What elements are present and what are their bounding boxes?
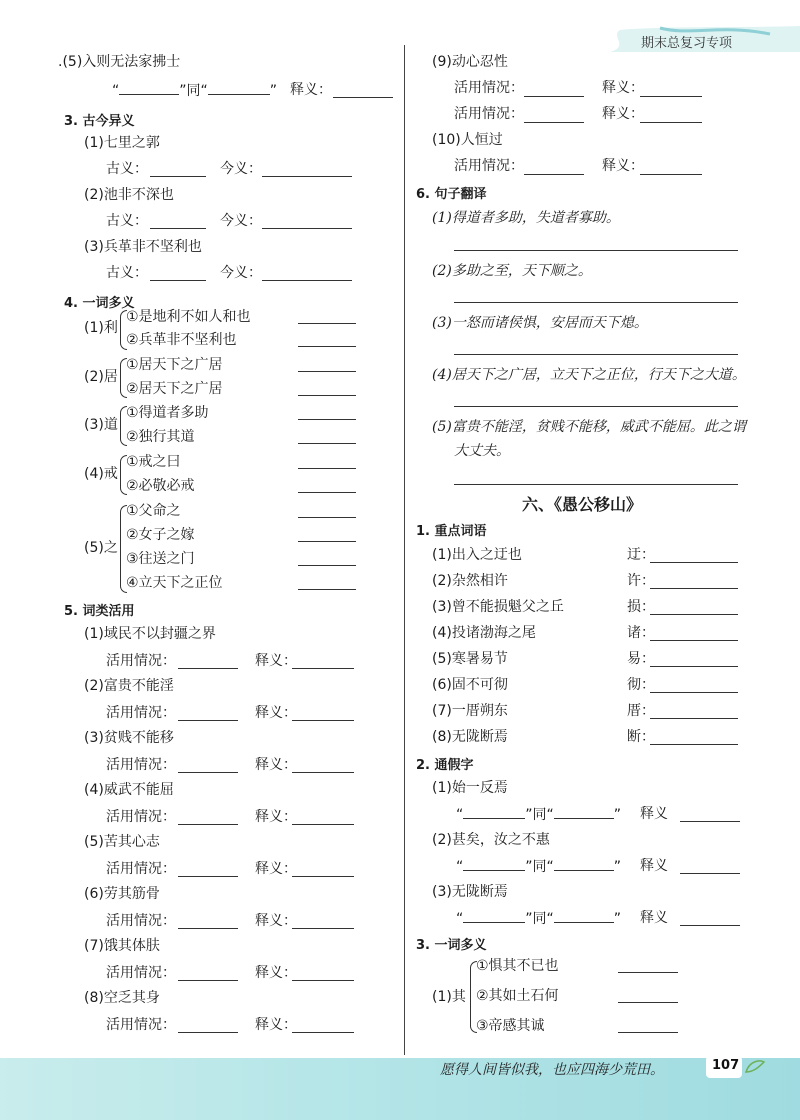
section-heading: 5. 词类活用 (64, 604, 135, 619)
answer-line[interactable] (298, 565, 356, 566)
item-label: (3)无陇断焉 (432, 884, 508, 900)
meaning-label: 释义： (255, 757, 297, 773)
polysemy-item: ①居天下之广居 (126, 357, 223, 373)
item-label: (3)兵革非不坚利也 (84, 239, 202, 255)
item-label: (7)一厝朔东 (432, 703, 508, 719)
polysemy-item: ④立天下之正位 (126, 575, 223, 591)
answer-line[interactable] (292, 772, 354, 773)
answer-line[interactable] (650, 614, 738, 615)
usage-label: 活用情况： (106, 913, 176, 929)
usage-label: 活用情况： (454, 158, 524, 174)
polysemy-char: (3)道 (84, 417, 118, 433)
item-label: (1)出入之迂也 (432, 547, 522, 563)
item-label: (7)饿其体肤 (84, 938, 160, 954)
item-label: (1)七里之郭 (84, 135, 160, 151)
answer-line[interactable] (298, 443, 356, 444)
item-label: (10)人恒过 (432, 132, 503, 148)
meaning-label: 释义 (640, 806, 668, 822)
section-heading: 6. 句子翻译 (416, 187, 487, 202)
polysemy-item: ①得道者多助 (126, 405, 209, 421)
fill-row: “ ”同“ ” (456, 804, 621, 825)
answer-line[interactable] (680, 925, 740, 926)
footer-motto: 愿得人间皆似我，也应四海少荒田。 (440, 1062, 664, 1078)
key-char: 易： (627, 651, 655, 667)
item-label: (1)域民不以封疆之界 (84, 626, 216, 642)
item-label: (2)杂然相许 (432, 573, 508, 589)
answer-line[interactable] (298, 371, 356, 372)
translation-sentence: (5)富贵不能淫，贫贱不能移，威武不能屈。此之谓 (432, 419, 746, 435)
usage-label: 活用情况： (106, 965, 176, 981)
meaning-label: 释义： (602, 158, 644, 174)
leaf-icon (744, 1058, 766, 1076)
item-label: (5)苦其心志 (84, 834, 160, 850)
answer-line[interactable] (640, 174, 702, 175)
polysemy-char: (1)其 (432, 989, 466, 1005)
key-char: 损： (627, 599, 655, 615)
answer-line[interactable] (262, 228, 352, 229)
item-label: (9)动心忍性 (432, 54, 508, 70)
item-label: .(5)入则无法家拂士 (58, 54, 181, 70)
column-divider (404, 45, 405, 1055)
answer-line[interactable] (640, 122, 702, 123)
answer-line[interactable] (618, 1032, 678, 1033)
item-label: (6)劳其筋骨 (84, 886, 160, 902)
answer-line[interactable] (454, 302, 738, 303)
section-heading: 2. 通假字 (416, 758, 474, 773)
item-label: (6)固不可彻 (432, 677, 508, 693)
answer-line[interactable] (150, 228, 206, 229)
answer-line[interactable] (650, 692, 738, 693)
meaning-label: 释义： (255, 705, 297, 721)
key-char: 诸： (627, 625, 655, 641)
answer-line[interactable] (178, 876, 238, 877)
answer-line[interactable] (454, 250, 738, 251)
answer-line[interactable] (298, 492, 356, 493)
polysemy-item: ③往送之门 (126, 551, 195, 567)
polysemy-item: ②女子之嫁 (126, 527, 195, 543)
item-label: (3)曾不能损魁父之丘 (432, 599, 564, 615)
section-heading: 3. 古今异义 (64, 114, 135, 129)
answer-line[interactable] (640, 96, 702, 97)
answer-line[interactable] (292, 1032, 354, 1033)
answer-line[interactable] (650, 588, 738, 589)
polysemy-item: ①戒之曰 (126, 454, 181, 470)
key-char: 彻： (627, 677, 655, 693)
polysemy-item: ②独行其道 (126, 429, 195, 445)
usage-label: 活用情况： (106, 861, 176, 877)
translation-sentence-cont: 大丈夫。 (454, 443, 510, 459)
usage-label: 活用情况： (106, 809, 176, 825)
modern-label: 今义： (220, 161, 262, 177)
item-label: (3)贫贱不能移 (84, 730, 174, 746)
answer-line[interactable] (298, 346, 356, 347)
usage-label: 活用情况： (106, 705, 176, 721)
section-title: 六、《愚公移山》 (522, 495, 643, 514)
item-label: (1)始一反焉 (432, 780, 508, 796)
ancient-label: 古义： (106, 161, 148, 177)
item-label: (2)富贵不能淫 (84, 678, 174, 694)
meaning-label: 释义： (255, 965, 297, 981)
answer-line[interactable] (680, 821, 740, 822)
translation-sentence: (2)多助之至，天下顺之。 (432, 263, 592, 279)
polysemy-item: ①父命之 (126, 503, 181, 519)
answer-line[interactable] (454, 406, 738, 407)
fill-row: “ ”同“ ” (112, 80, 277, 101)
meaning-label: 释义： (255, 809, 297, 825)
answer-line[interactable] (618, 972, 678, 973)
answer-line[interactable] (650, 666, 738, 667)
key-char: 迂： (627, 547, 655, 563)
section-heading: 1. 重点词语 (416, 524, 487, 539)
item-label: (4)威武不能屈 (84, 782, 174, 798)
polysemy-item: ①惧其不已也 (476, 958, 559, 974)
polysemy-item: ②兵革非不坚利也 (126, 332, 237, 348)
usage-label: 活用情况： (106, 1017, 176, 1033)
modern-label: 今义： (220, 213, 262, 229)
usage-label: 活用情况： (454, 80, 524, 96)
translation-sentence: (3)一怒而诸侯惧，安居而天下熄。 (432, 315, 648, 331)
answer-line[interactable] (178, 772, 238, 773)
translation-sentence: (4)居天下之广居，立天下之正位，行天下之大道。 (432, 367, 746, 383)
key-char: 许： (627, 573, 655, 589)
answer-line[interactable] (298, 395, 356, 396)
translation-sentence: (1)得道者多助，失道者寡助。 (432, 210, 620, 226)
usage-label: 活用情况： (454, 106, 524, 122)
polysemy-char: (5)之 (84, 540, 118, 556)
answer-line[interactable] (262, 280, 352, 281)
item-label: (2)池非不深也 (84, 187, 174, 203)
key-char: 厝： (627, 703, 655, 719)
answer-line[interactable] (292, 668, 354, 669)
item-label: (8)空乏其身 (84, 990, 160, 1006)
usage-label: 活用情况： (106, 757, 176, 773)
answer-line[interactable] (298, 419, 356, 420)
key-char: 断： (627, 729, 655, 745)
answer-line[interactable] (292, 928, 354, 929)
fill-row: “ ”同“ ” (456, 856, 621, 877)
meaning-label: 释义： (255, 653, 297, 669)
answer-line[interactable] (292, 980, 354, 981)
meaning-label: 释义： (255, 913, 297, 929)
answer-line[interactable] (262, 176, 352, 177)
ancient-label: 古义： (106, 265, 148, 281)
answer-line[interactable] (292, 824, 354, 825)
item-label: (4)投诸渤海之尾 (432, 625, 536, 641)
answer-line[interactable] (333, 97, 393, 98)
ancient-label: 古义： (106, 213, 148, 229)
answer-line[interactable] (680, 873, 740, 874)
answer-line[interactable] (650, 718, 738, 719)
answer-line[interactable] (178, 1032, 238, 1033)
meaning-label: 释义 (640, 910, 668, 926)
answer-line[interactable] (524, 122, 584, 123)
polysemy-item: ③帝感其诚 (476, 1018, 545, 1034)
item-label: (8)无陇断焉 (432, 729, 508, 745)
answer-line[interactable] (292, 720, 354, 721)
answer-line[interactable] (178, 980, 238, 981)
answer-line[interactable] (178, 668, 238, 669)
polysemy-item: ②居天下之广居 (126, 381, 223, 397)
fill-row: “ ”同“ ” (456, 908, 621, 929)
meaning-label: 释义： (290, 82, 332, 98)
item-label: (2)甚矣，汝之不惠 (432, 832, 550, 848)
polysemy-item: ②必敬必戒 (126, 478, 195, 494)
answer-line[interactable] (298, 468, 356, 469)
answer-line[interactable] (650, 640, 738, 641)
polysemy-item: ②其如土石何 (476, 988, 559, 1004)
answer-line[interactable] (150, 280, 206, 281)
answer-line[interactable] (298, 323, 356, 324)
polysemy-char: (4)戒 (84, 466, 118, 482)
meaning-label: 释义： (255, 861, 297, 877)
footer-band (0, 1058, 800, 1120)
answer-line[interactable] (650, 744, 738, 745)
polysemy-char: (2)居 (84, 369, 118, 385)
answer-line[interactable] (298, 541, 356, 542)
answer-line[interactable] (150, 176, 206, 177)
answer-line[interactable] (650, 562, 738, 563)
section-heading: 4. 一词多义 (64, 296, 135, 311)
answer-line[interactable] (524, 96, 584, 97)
polysemy-char: (1)利 (84, 320, 118, 336)
modern-label: 今义： (220, 265, 262, 281)
answer-line[interactable] (454, 354, 738, 355)
answer-line[interactable] (298, 589, 356, 590)
answer-line[interactable] (618, 1002, 678, 1003)
answer-line[interactable] (454, 484, 738, 485)
meaning-label: 释义： (602, 80, 644, 96)
polysemy-item: ①是地利不如人和也 (126, 309, 251, 325)
answer-line[interactable] (524, 174, 584, 175)
usage-label: 活用情况： (106, 653, 176, 669)
answer-line[interactable] (178, 928, 238, 929)
answer-line[interactable] (178, 824, 238, 825)
meaning-label: 释义 (640, 858, 668, 874)
meaning-label: 释义： (255, 1017, 297, 1033)
answer-line[interactable] (178, 720, 238, 721)
answer-line[interactable] (292, 876, 354, 877)
meaning-label: 释义： (602, 106, 644, 122)
item-label: (5)寒暑易节 (432, 651, 508, 667)
section-heading: 3. 一词多义 (416, 938, 487, 953)
page-number: 107 (712, 1058, 740, 1073)
answer-line[interactable] (298, 517, 356, 518)
page-header-title: 期末总复习专项 (641, 36, 733, 51)
